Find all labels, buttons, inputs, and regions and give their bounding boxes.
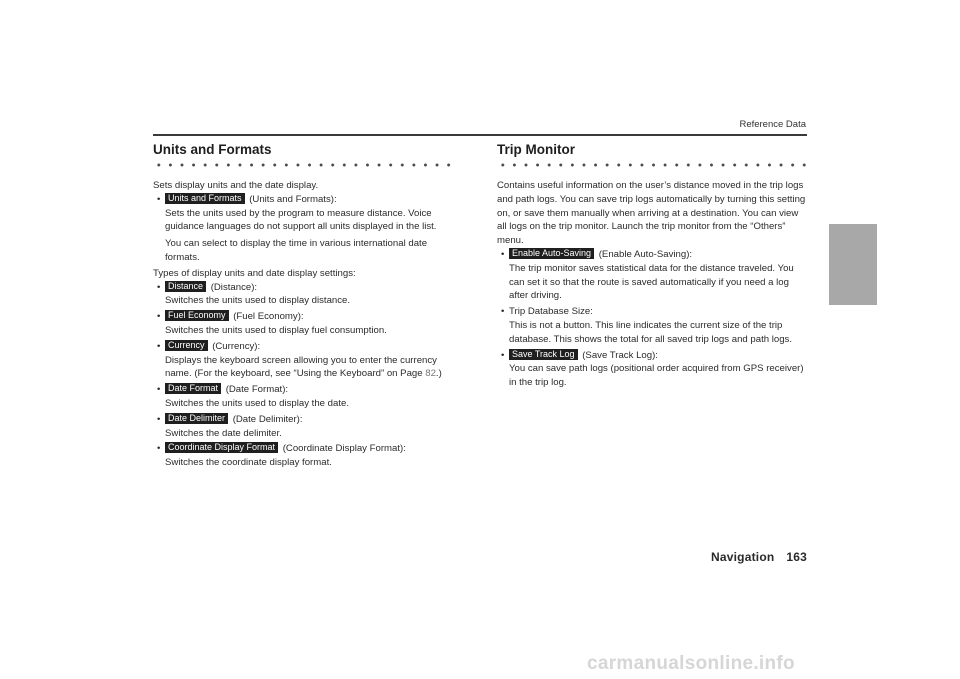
units-and-formats-button[interactable]: Units and Formats: [165, 193, 245, 204]
item-description: You can save path logs (positional order acquired from GPS receiver) in the trip log.: [509, 363, 804, 389]
chapter-tab: [829, 224, 877, 305]
date-delimiter-button[interactable]: Date Delimiter: [165, 413, 228, 424]
list-item-currency: [153, 340, 458, 381]
dotted-divider: [497, 162, 807, 168]
page-footer: [711, 550, 807, 564]
fuel-economy-button[interactable]: Fuel Economy: [165, 310, 229, 321]
item-description-extra: You can select to display the time in various international date formats.: [165, 238, 428, 263]
item-label: (Distance):: [210, 281, 258, 293]
section-title-units: Units and Formats: [153, 142, 272, 157]
item-label: (Date Delimiter):: [232, 413, 303, 425]
bullet: •: [157, 193, 161, 205]
list-item-units-and-formats: [153, 193, 458, 265]
list-item-date-delimiter: [153, 413, 458, 441]
list-item-save-track-log: [497, 349, 807, 390]
distance-button[interactable]: Distance: [165, 281, 206, 292]
page-reference-link[interactable]: 82: [425, 368, 436, 380]
footer-section-name: Navigation: [711, 550, 775, 564]
trip-monitor-intro: Contains useful information on the user’s distance moved in the trip logs and path logs. You can save trip logs automatically by turning this setting on, or save them manually when arriving at a destination. You can view all logs on the trip monitor. Launch the trip monitor from the “Others” menu.: [497, 180, 806, 247]
bullet: •: [157, 384, 161, 396]
item-description: [165, 354, 458, 382]
bullet: •: [501, 248, 505, 260]
item-description: Switches the date delimiter.: [165, 427, 282, 439]
units-and-formats-section: [153, 141, 458, 470]
item-label: (Currency):: [212, 340, 261, 352]
item-label: (Coordinate Display Format):: [282, 443, 406, 455]
page-number: 163: [786, 550, 807, 564]
bullet: •: [157, 340, 161, 352]
currency-button[interactable]: Currency: [165, 340, 208, 351]
bullet: •: [157, 281, 161, 293]
list-item-distance: [153, 281, 458, 309]
item-description: This is not a button. This line indicates the current size of the trip database. This shows the total for all saved trip logs and path logs.: [509, 319, 793, 345]
date-format-button[interactable]: Date Format: [165, 383, 221, 394]
item-description: Switches the units used to display fuel consumption.: [165, 324, 387, 336]
item-description: Sets the units used by the program to measure distance. Voice guidance languages do not support all units displayed in the list.: [165, 207, 437, 233]
desc-text: Displays the keyboard screen allowing you to enter the currency name. (For the keyboard, see “Using the Keyboard” on Page: [165, 354, 437, 380]
item-description: Switches the units used to display the date.: [165, 397, 349, 409]
item-label: (Enable Auto-Saving):: [598, 248, 693, 260]
desc-text-end: .): [435, 368, 442, 380]
bullet: •: [157, 311, 161, 323]
coordinate-display-format-button[interactable]: Coordinate Display Format: [165, 442, 278, 453]
watermark: carmanualsonline.info: [587, 653, 795, 674]
save-track-log-button[interactable]: Save Track Log: [509, 349, 578, 360]
item-description: Switches the coordinate display format.: [165, 457, 332, 469]
trip-monitor-section: [497, 141, 807, 390]
bullet: •: [501, 349, 505, 361]
dotted-divider: [153, 162, 458, 168]
section-title-trip-monitor: Trip Monitor: [497, 142, 575, 157]
list-item-date-format: [153, 383, 458, 411]
item-label: (Units and Formats):: [249, 193, 337, 205]
units-intro: Sets display units and the date display.: [153, 180, 319, 191]
header-rule: [153, 134, 807, 136]
bullet: •: [157, 413, 161, 425]
enable-auto-saving-button[interactable]: Enable Auto-Saving: [509, 248, 594, 259]
item-description: Switches the units used to display distance.: [165, 295, 351, 307]
running-header: Reference Data: [739, 119, 806, 130]
bullet: •: [501, 306, 505, 318]
list-item-enable-auto-saving: [497, 248, 807, 303]
item-label: (Fuel Economy):: [233, 311, 304, 323]
item-label: (Save Track Log):: [582, 349, 658, 361]
list-item-coordinate-display-format: [153, 442, 458, 470]
list-item-trip-database-size: [497, 305, 807, 346]
item-label: Trip Database Size:: [509, 306, 593, 318]
item-description: The trip monitor saves statistical data for the distance traveled. You can set it so that the route is saved automatically if you need a log after driving.: [509, 262, 794, 302]
types-heading: Types of display units and date display settings:: [153, 267, 356, 279]
bullet: •: [157, 443, 161, 455]
list-item-fuel-economy: [153, 310, 458, 338]
item-label: (Date Format):: [225, 384, 289, 396]
